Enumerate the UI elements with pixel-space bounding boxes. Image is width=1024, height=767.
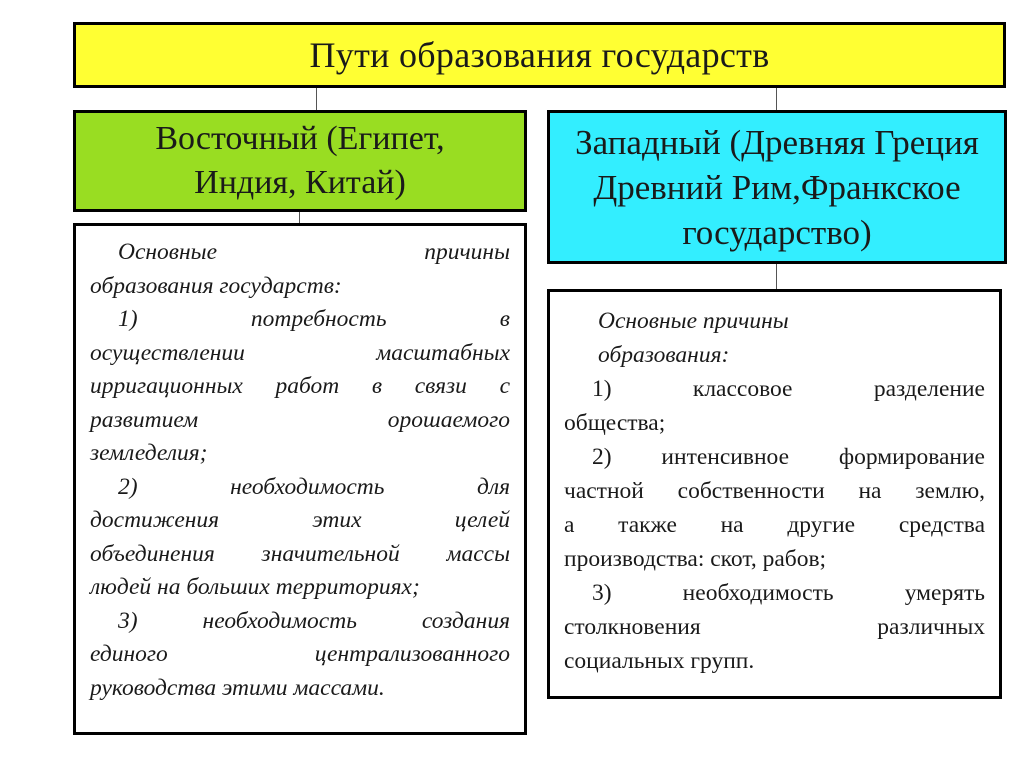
east-reasons-line: 2) необходимость для (118, 473, 510, 500)
west-reasons-line: социальных групп. (564, 648, 755, 674)
east-reasons-line: достижения этих целей (90, 507, 510, 533)
west-reasons-line: 3) необходимость умерять (592, 580, 985, 606)
east-reasons-line: земледелия; (90, 440, 208, 466)
east-reasons-line: образования государств: (90, 272, 342, 299)
east-reasons-box (73, 223, 527, 735)
connector-title-east (316, 88, 317, 110)
west-reasons-line: 1) классовое разделение (592, 376, 985, 402)
east-reasons-line: развитием орошаемого (90, 406, 510, 433)
east-reasons-line: руководства этими массами. (90, 674, 385, 701)
west-reasons-line: частной собственности на землю, (564, 478, 985, 504)
west-reasons-line: образования: (598, 342, 730, 368)
west-reasons-line: Основные причины (598, 308, 789, 334)
east-reasons-line: 3) необходимость создания (118, 607, 510, 634)
connector-title-west (776, 88, 777, 110)
connector-west-reasons (776, 264, 777, 289)
east-reasons-line: людей на больших территориях; (90, 574, 420, 600)
east-reasons-line: ирригационных работ в связи с (90, 373, 510, 399)
west-heading-line: Древний Рим,Франкское (593, 167, 961, 207)
east-reasons-line: 1) потребность в (118, 306, 510, 332)
west-reasons-box (547, 289, 1002, 699)
west-reasons-line: столкновения различных (564, 614, 985, 640)
west-reasons-line: производства: скот, рабов; (564, 546, 827, 572)
east-reasons-line: объединения значительной массы (90, 540, 510, 567)
east-reasons-line: единого централизованного (90, 641, 510, 667)
east-reasons-line: Основные причины (118, 239, 510, 265)
west-reasons-line: 2) интенсивное формирование (592, 444, 985, 470)
west-reasons-line: общества; (564, 410, 666, 436)
west-heading-line: государство) (682, 212, 872, 252)
connector-east-reasons (299, 212, 300, 223)
west-heading-line: Западный (Древняя Греция (575, 122, 979, 162)
east-heading-box (73, 110, 527, 212)
east-reasons-line: осуществлении масштабных (90, 339, 510, 366)
east-heading-line: Индия, Китай) (194, 164, 406, 201)
diagram-title: Пути образования государств (309, 35, 770, 75)
east-heading-line: Восточный (Египет, (155, 120, 445, 157)
diagram-title-box (73, 22, 1006, 88)
west-heading-box (547, 110, 1007, 264)
west-reasons-line: а также на другие средства (564, 512, 985, 538)
